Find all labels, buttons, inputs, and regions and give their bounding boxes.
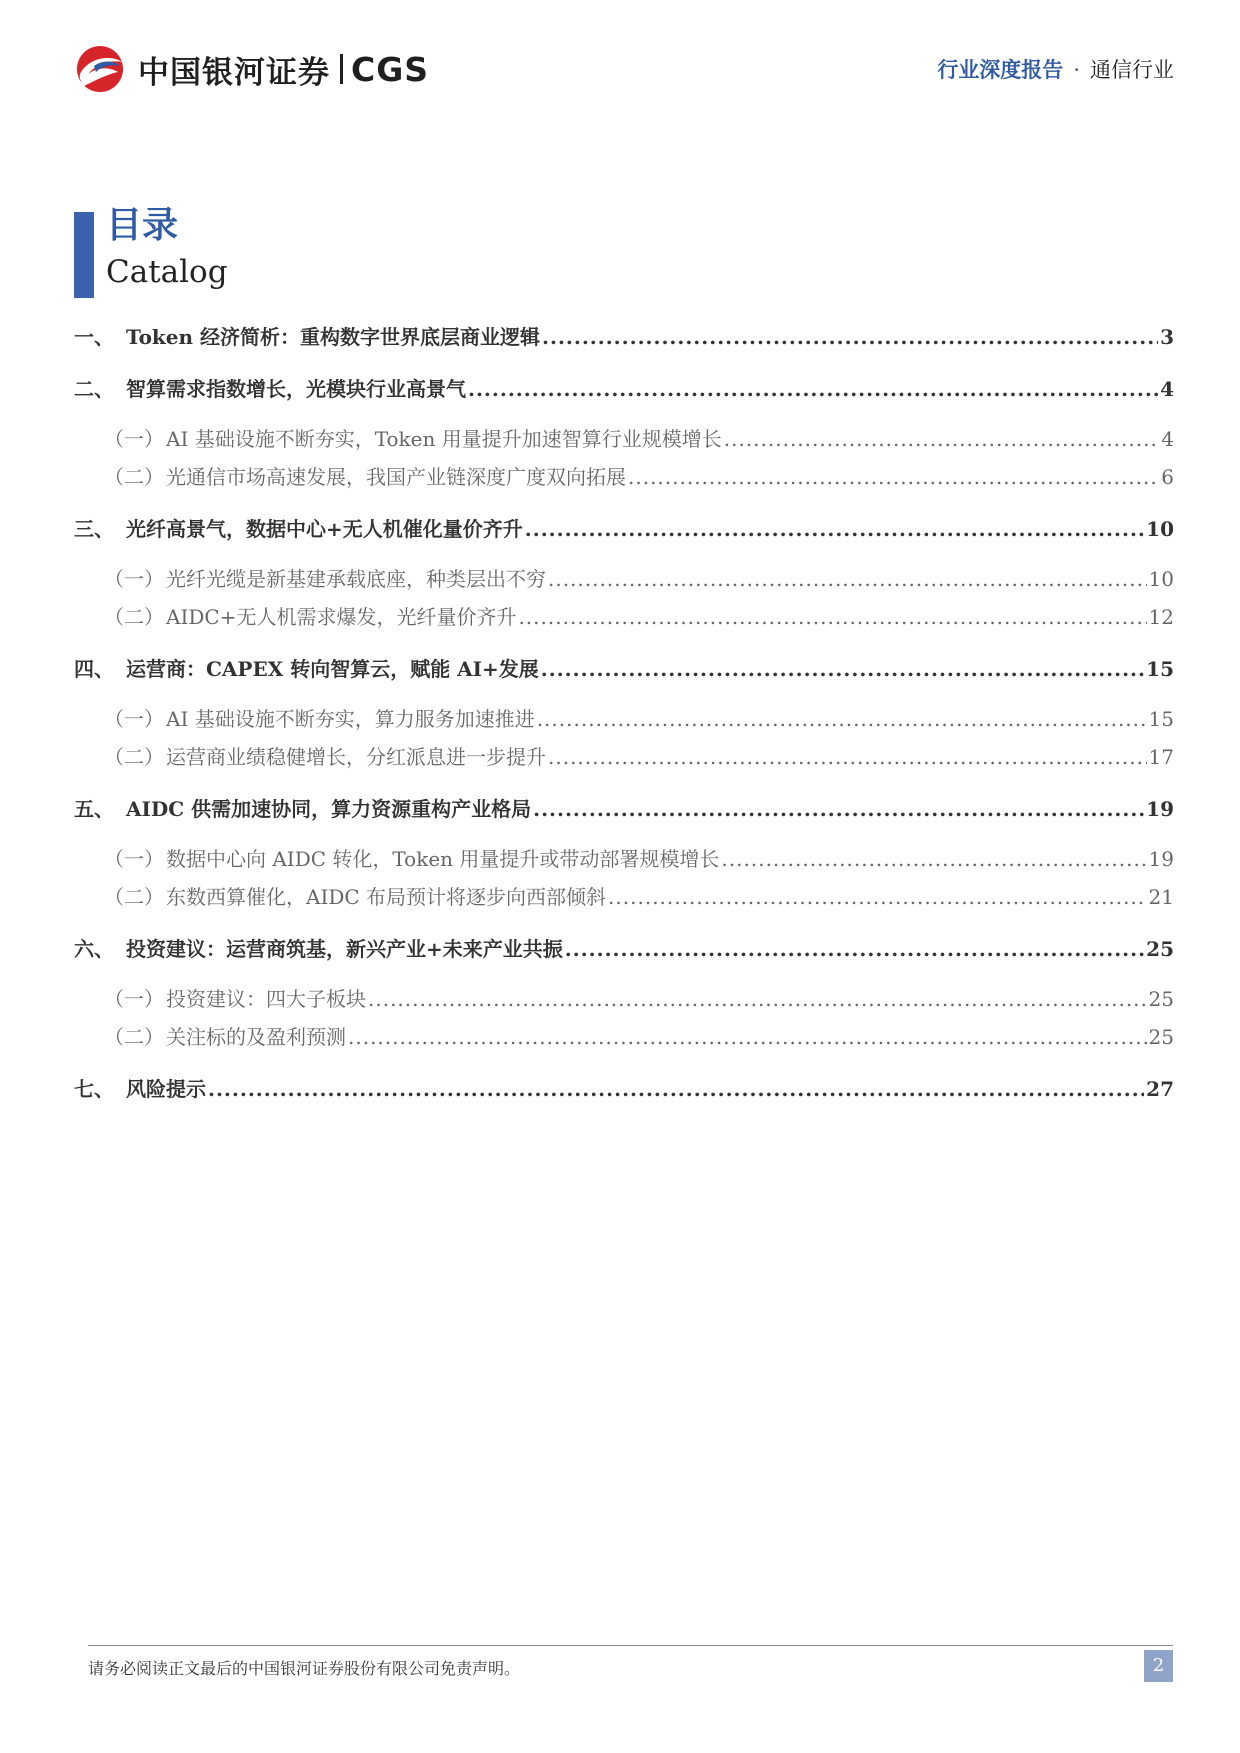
toc-leader-dots	[537, 700, 1147, 738]
toc-subsection[interactable]	[74, 878, 1174, 916]
company-logo	[74, 44, 429, 94]
galaxy-logo-icon	[74, 44, 126, 94]
toc-leader-dots	[724, 420, 1160, 458]
toc-section-title: 风险提示	[126, 1077, 206, 1101]
toc-section-number: 一、	[74, 325, 114, 349]
footer-divider	[88, 1645, 1173, 1646]
toc-subsection[interactable]	[74, 840, 1174, 878]
toc-leader-dots	[721, 840, 1146, 878]
toc-subsection-page: 25	[1148, 1025, 1174, 1049]
toc-section[interactable]	[74, 650, 1174, 688]
toc-subsection-number: （一）	[104, 707, 164, 731]
toc-section-page: 4	[1160, 377, 1174, 401]
toc-subsection-number: （一）	[104, 847, 164, 871]
toc-leader-dots	[541, 650, 1144, 688]
catalog-accent-bar	[74, 212, 94, 298]
toc-subsection-page: 4	[1161, 427, 1174, 451]
toc-section[interactable]	[74, 790, 1174, 828]
toc-subsection-number: （二）	[104, 465, 164, 489]
toc-leader-dots	[533, 790, 1144, 828]
toc-subsection-title: AI 基础设施不断夯实，算力服务加速推进	[166, 707, 535, 731]
toc-section-page: 19	[1146, 797, 1174, 821]
toc-subsection-number: （一）	[104, 567, 164, 591]
toc-section-title: Token 经济简析：重构数字世界底层商业逻辑	[126, 325, 541, 349]
toc-leader-dots	[548, 738, 1147, 776]
toc-subsection[interactable]	[74, 560, 1174, 598]
report-type: 行业深度报告	[937, 57, 1064, 82]
toc-section-page: 10	[1146, 517, 1174, 541]
logo-divider	[340, 54, 343, 84]
report-category	[937, 54, 1174, 84]
toc-leader-dots	[468, 370, 1158, 408]
toc-subsection-title: AIDC+无人机需求爆发，光纤量价齐升	[166, 605, 517, 629]
toc-subsection-number: （二）	[104, 885, 164, 909]
toc-subsection[interactable]	[74, 738, 1174, 776]
toc-section-number: 三、	[74, 517, 114, 541]
logo-english-name: CGS	[351, 49, 430, 89]
toc-subsection[interactable]	[74, 420, 1174, 458]
toc-section-title: 光纤高景气，数据中心+无人机催化量价齐升	[126, 517, 523, 541]
toc-leader-dots	[348, 1018, 1147, 1056]
toc-subsection-page: 25	[1148, 987, 1174, 1011]
toc-subsection-page: 10	[1148, 567, 1174, 591]
page-number: 2	[1144, 1650, 1173, 1682]
toc-subsection-number: （一）	[104, 427, 164, 451]
toc-section[interactable]	[74, 510, 1174, 548]
toc-section-number: 四、	[74, 657, 114, 681]
toc-section[interactable]	[74, 930, 1174, 968]
toc-leader-dots	[525, 510, 1144, 548]
toc-section-page: 3	[1160, 325, 1174, 349]
toc-subsection-number: （二）	[104, 745, 164, 769]
toc-subsection-title: 数据中心向 AIDC 转化，Token 用量提升或带动部署规模增长	[166, 847, 720, 871]
toc-section-number: 七、	[74, 1077, 114, 1101]
toc-subsection-title: 光纤光缆是新基建承载底座，种类层出不穷	[166, 567, 546, 591]
toc-leader-dots	[518, 598, 1146, 636]
toc-subsection-page: 19	[1148, 847, 1174, 871]
toc-subsection-page: 15	[1148, 707, 1174, 731]
toc-subsection-title: 光通信市场高速发展，我国产业链深度广度双向拓展	[166, 465, 626, 489]
toc-section-number: 五、	[74, 797, 114, 821]
toc-subsection-title: 东数西算催化，AIDC 布局预计将逐步向西部倾斜	[166, 885, 607, 909]
toc-section-title: 投资建议：运营商筑基，新兴产业+未来产业共振	[126, 937, 563, 961]
footer-disclaimer: 请务必阅读正文最后的中国银河证券股份有限公司免责声明。	[88, 1659, 521, 1678]
toc-subsection[interactable]	[74, 458, 1174, 496]
toc-subsection[interactable]	[74, 980, 1174, 1018]
toc-subsection-title: 关注标的及盈利预测	[166, 1025, 346, 1049]
toc-section[interactable]	[74, 370, 1174, 408]
toc-subsection-title: 投资建议：四大子板块	[166, 987, 366, 1011]
toc-section[interactable]	[74, 1070, 1174, 1108]
toc-subsection[interactable]	[74, 700, 1174, 738]
toc-section-title: 智算需求指数增长，光模块行业高景气	[126, 377, 466, 401]
toc-subsection-number: （二）	[104, 1025, 164, 1049]
toc-subsection-page: 12	[1148, 605, 1174, 629]
toc-section-page: 27	[1146, 1077, 1174, 1101]
toc-leader-dots	[208, 1070, 1144, 1108]
table-of-contents	[74, 318, 1174, 1108]
toc-section-title: AIDC 供需加速协同，算力资源重构产业格局	[126, 797, 532, 821]
catalog-title: 目录	[106, 205, 179, 246]
header-separator: ·	[1073, 58, 1080, 82]
toc-section-page: 15	[1146, 657, 1174, 681]
toc-leader-dots	[628, 458, 1159, 496]
toc-section-number: 二、	[74, 377, 114, 401]
toc-section-title: 运营商：CAPEX 转向智算云，赋能 AI+发展	[126, 657, 539, 681]
toc-leader-dots	[608, 878, 1147, 916]
toc-subsection-title: AI 基础设施不断夯实，Token 用量提升加速智算行业规模增长	[166, 427, 722, 451]
toc-leader-dots	[548, 560, 1147, 598]
toc-leader-dots	[542, 318, 1158, 356]
toc-subsection-page: 6	[1161, 465, 1174, 489]
toc-leader-dots	[565, 930, 1144, 968]
industry-label: 通信行业	[1090, 58, 1174, 82]
logo-chinese-name: 中国银河证券	[138, 54, 330, 91]
toc-section-number: 六、	[74, 937, 114, 961]
toc-subsection-page: 17	[1148, 745, 1174, 769]
toc-subsection-title: 运营商业绩稳健增长，分红派息进一步提升	[166, 745, 546, 769]
toc-subsection-number: （二）	[104, 605, 164, 629]
toc-subsection-number: （一）	[104, 987, 164, 1011]
catalog-subtitle: Catalog	[106, 254, 228, 290]
toc-subsection[interactable]	[74, 1018, 1174, 1056]
toc-section[interactable]	[74, 318, 1174, 356]
toc-subsection-page: 21	[1148, 885, 1174, 909]
toc-section-page: 25	[1146, 937, 1174, 961]
toc-leader-dots	[368, 980, 1147, 1018]
toc-subsection[interactable]	[74, 598, 1174, 636]
